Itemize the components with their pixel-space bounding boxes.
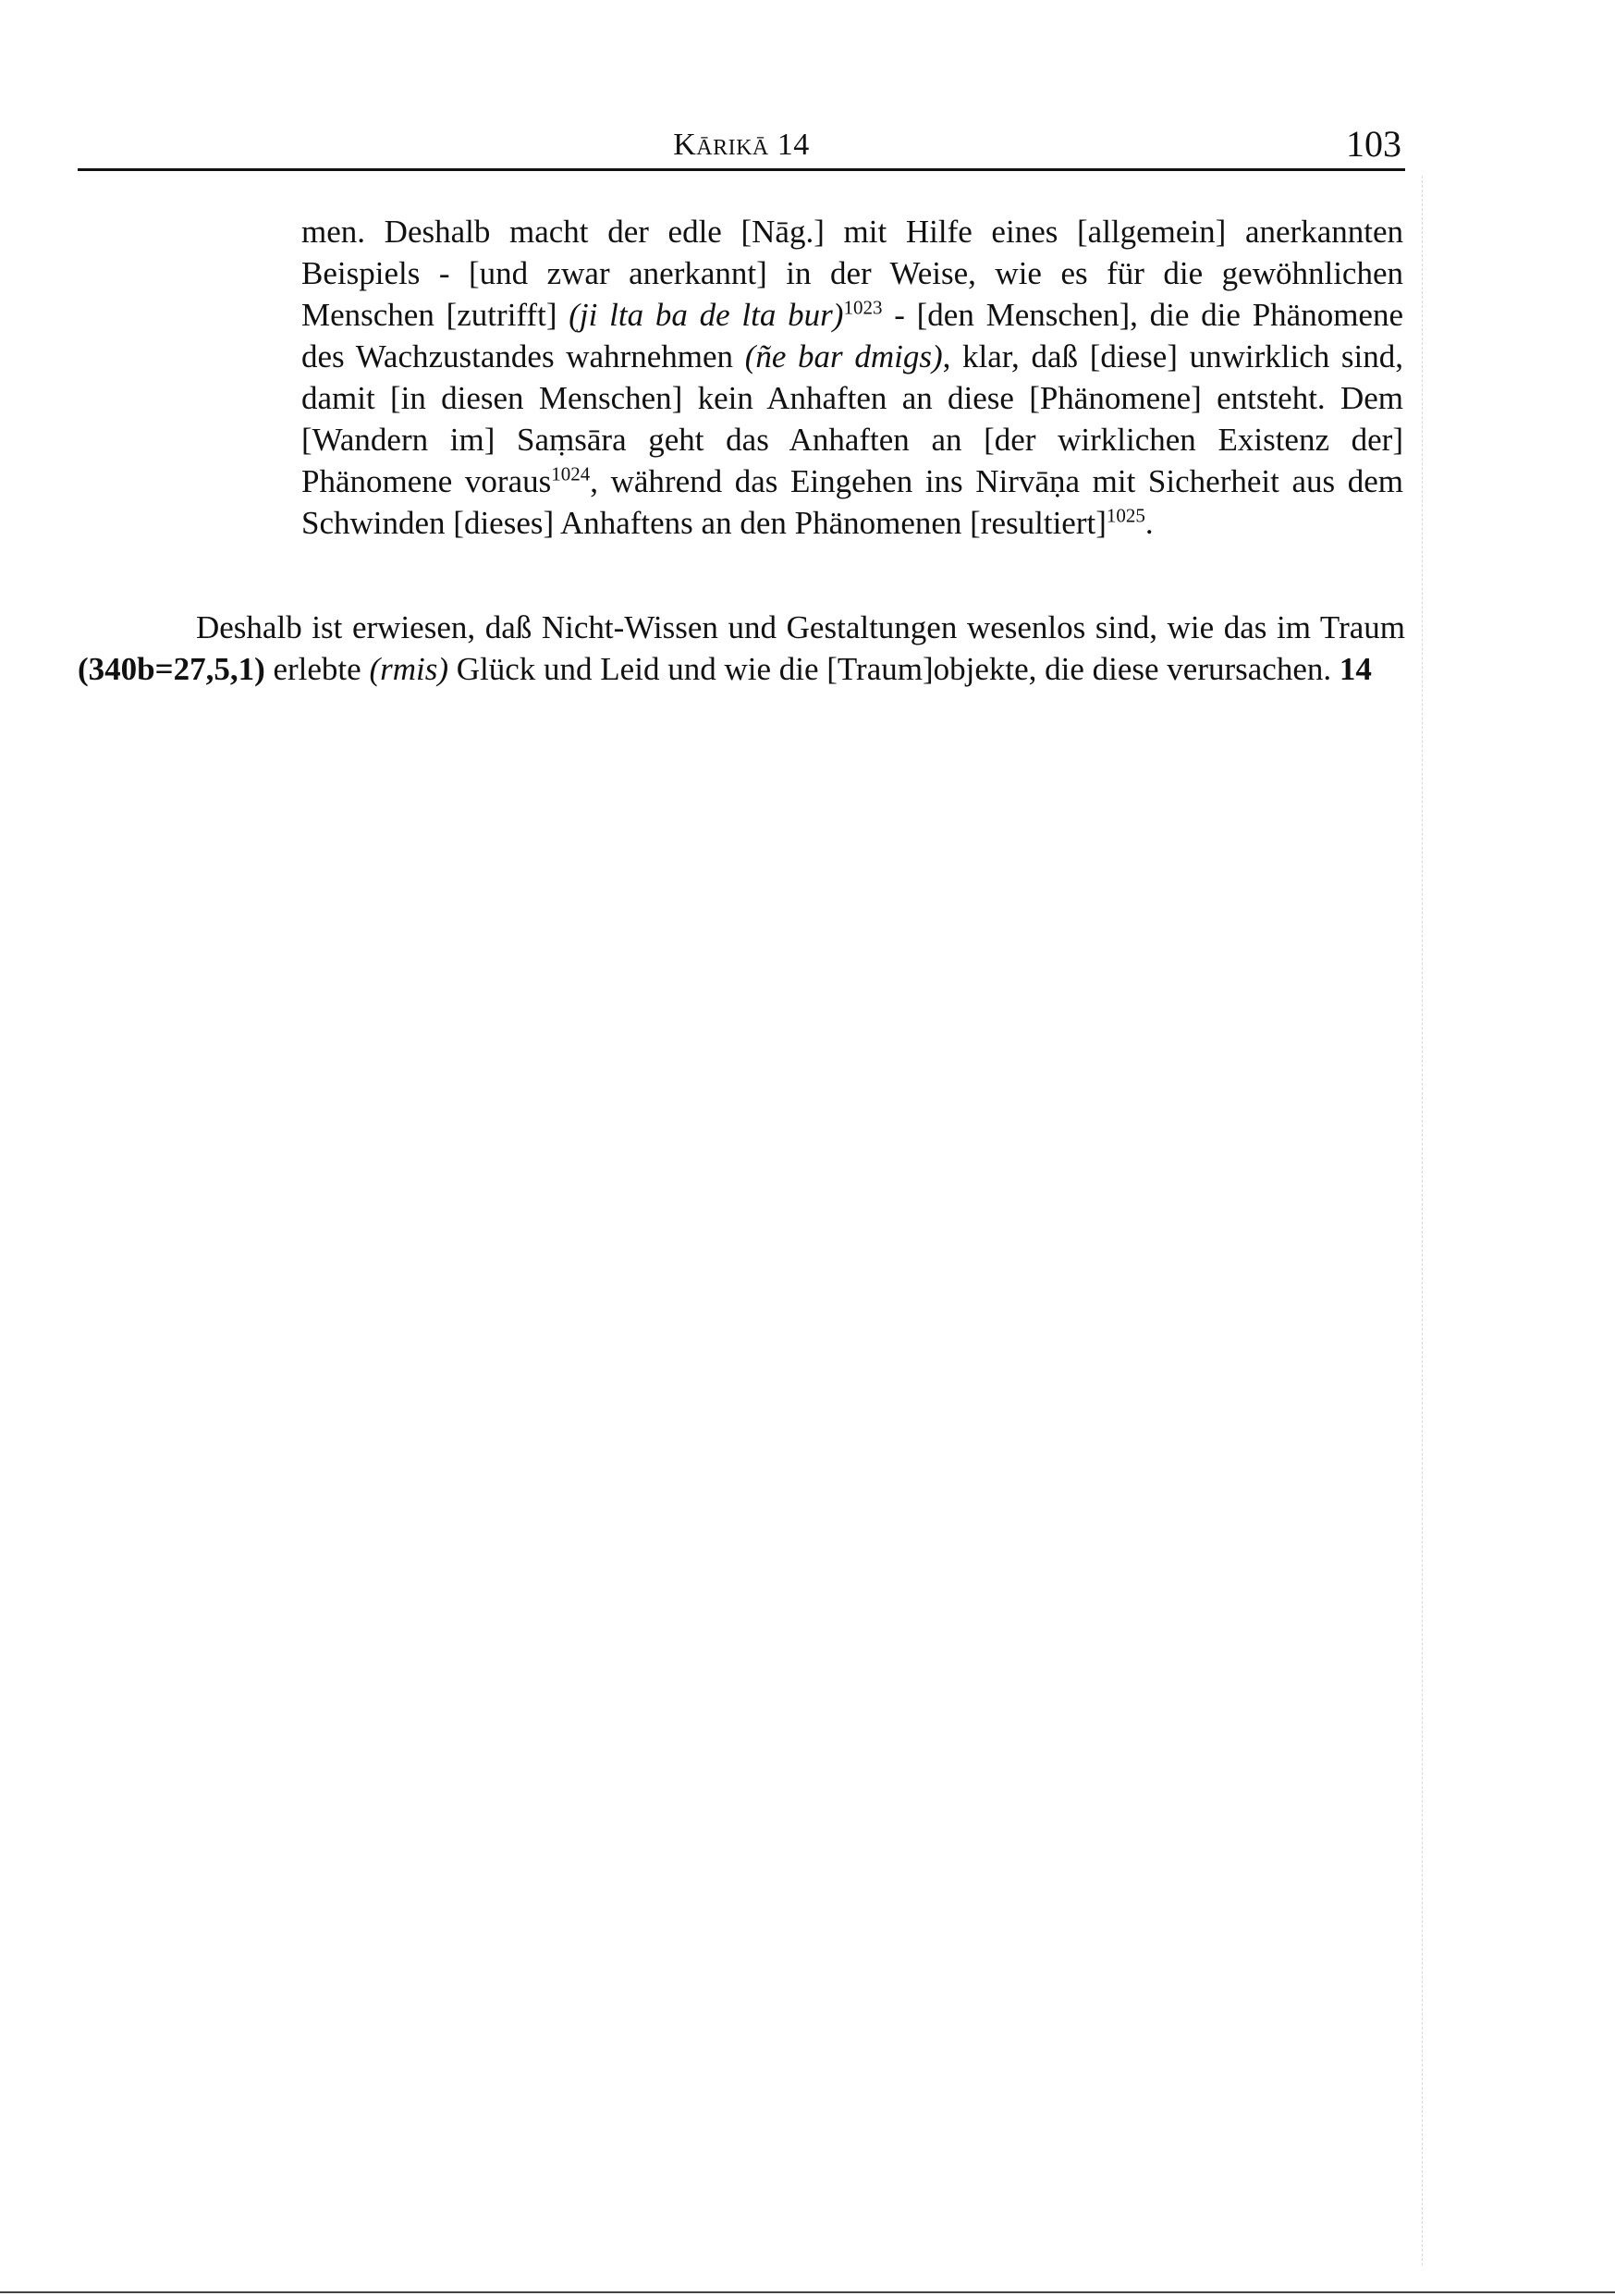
footnote-ref-1025: 1025 [1106,504,1145,527]
commentary-text-3: , klar, daß [diese] unwirklich sind, damit [in diesen Menschen] kein Anhaften an diese [Phänomene] entsteht. Dem [Wandern im] Saṃsāra geht das Anhaften an [der wirklichen Existenz der] Phänomene voraus [301,338,1403,499]
karika-number: 14 [1339,651,1372,687]
indented-commentary-block [301,211,1403,544]
main-text-1: Deshalb ist erwiesen, daß Nicht-Wissen und Gestaltungen wesenlos sind, wie das im Traum [196,609,1405,645]
running-head [78,122,1405,166]
header-rule [78,168,1405,171]
commentary-text-4: , während das Eingehen ins Nirvāṇa mit Sicherheit aus dem Schwinden [dieses] Anhaftens an den Phänomenen [resultiert] [301,463,1403,541]
main-text-2: erlebte [264,651,370,687]
footnote-ref-1024: 1024 [551,462,591,485]
running-title: Kārikā 14 [673,128,810,162]
folio-reference: (340b=27,5,1) [78,651,265,687]
page-number: 103 [1346,123,1401,165]
commentary-text-2: - [den Menschen], die die Phänomene des Wachzustandes wahrnehmen [301,297,1403,374]
main-paragraph-text [78,607,1405,690]
main-paragraph [78,607,1405,690]
footnote-ref-1023: 1023 [843,296,883,319]
commentary-text-1: men. Deshalb macht der edle [Nāg.] mit Hilfe eines [allgemein] anerkannten Beispiels - [und zwar anerkannt] in der Weise, wie es für die gewöhnlichen Menschen [zutrifft] [301,214,1403,333]
main-text-3: Glück und Leid und wie die [Traum]objekte, die diese verursachen. [448,651,1340,687]
tibetan-term-2: (ñe bar dmigs) [744,338,943,374]
commentary-text-5: . [1144,505,1154,541]
tibetan-term-rmis: (rmis) [369,651,449,687]
tibetan-term-1: (ji lta ba de lta bur) [569,297,844,333]
scan-fold-line [1422,176,1423,2265]
scan-bottom-edge [0,2291,1615,2293]
commentary-paragraph [301,211,1403,544]
